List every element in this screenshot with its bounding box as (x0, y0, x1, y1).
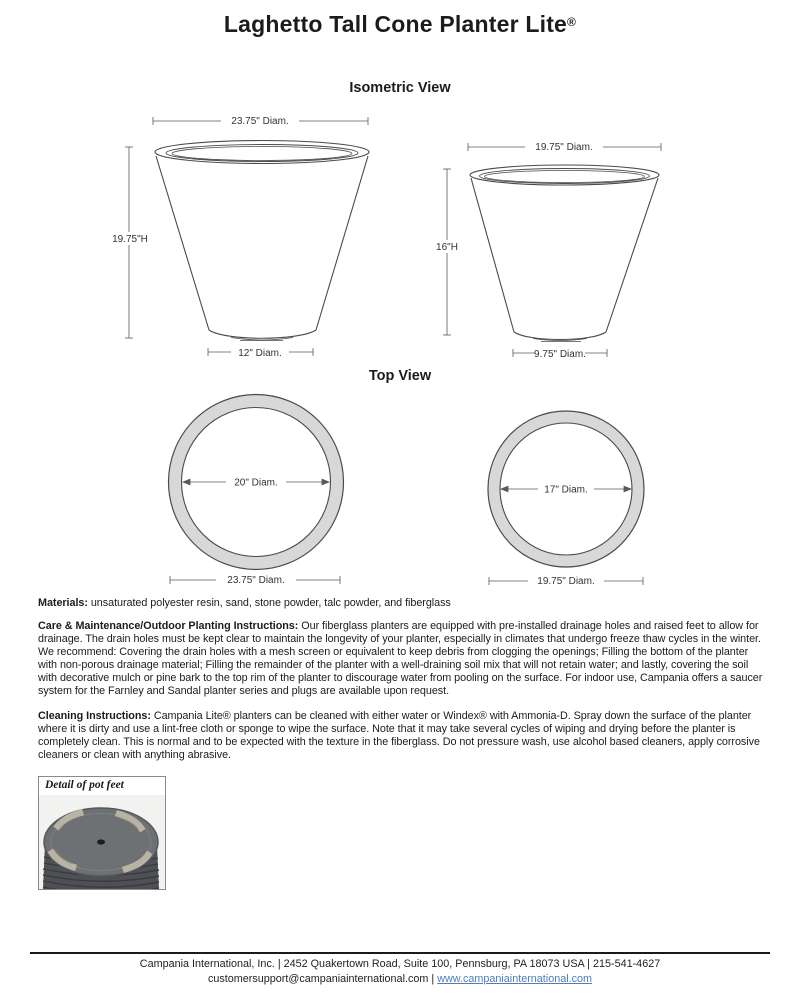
small-planter-isometric-drawing (425, 112, 675, 362)
large-planter-outline (155, 141, 369, 341)
cleaning-text: Campania Lite® planters can be cleaned with either water or Windex® with Ammonia-D. Spray down the surface of the planter where it is dirty and use a lint-free cloth or sponge to wipe the surface. Note that it may take several cycles of wiping and drying before the planter is completely clean. This is normal and to be expected with the texture in the fiberglass. Do not pressure wash, use alcohol based cleaners, apply corrosive cleaners or clean with anything abrasive. (38, 710, 760, 761)
large-top-outer-diameter-label: 23.75" Diam. (227, 575, 285, 586)
large-planter-base-diameter-label: 12" Diam. (238, 348, 282, 359)
cleaning-label: Cleaning Instructions: (38, 710, 151, 722)
top-view-heading: Top View (368, 368, 432, 384)
cleaning-instructions-paragraph (38, 710, 764, 762)
small-planter-base-diameter-label: 9.75" Diam. (534, 349, 586, 360)
small-top-outer-diameter-label: 19.75" Diam. (537, 576, 595, 587)
isometric-view-heading: Isometric View (349, 80, 451, 96)
pot-feet-detail-box (38, 776, 166, 890)
large-planter-isometric-drawing (105, 112, 385, 362)
small-planter-height-label: 16"H (436, 242, 458, 253)
care-text: Our fiberglass planters are equipped with pre-installed drainage holes and raised feet to allow for drainage. The drain holes must be kept clear to maintain the longevity of your planter, especially in climates that undergo freeze thaw cycles in the winter. We recommend: Covering the drain holes with a mesh screen or equivalent to keep debris from clogging the openings; Filling the bottom of the planter with non-porous drainage material; Filling the remainder of the planter with a well-draining soil mix that will not retain water; and lastly, covering the soil with decorative mulch or pine bark to the top rim of the planter to discourage water from pooling on the surface. For indoor use, Campania offers a saucer system for the Farnley and Sandal planter series and plugs are available upon request. (38, 620, 763, 697)
large-planter-top-diameter-label: 23.75" Diam. (231, 116, 289, 127)
large-planter-top-view-drawing (156, 386, 356, 596)
footer-address-line: Campania International, Inc. | 2452 Quakertown Road, Suite 100, Pennsburg, PA 18073 USA | 215-541-4627 (139, 958, 661, 970)
footer-separator: | (428, 973, 438, 985)
registered-trademark-symbol: ® (567, 15, 577, 29)
care-label: Care & Maintenance/Outdoor Planting Instructions: (38, 620, 299, 632)
footer-divider (30, 952, 770, 954)
small-planter-top-view-drawing (478, 398, 658, 593)
small-top-inner-diameter-label: 17" Diam. (544, 484, 588, 496)
care-maintenance-paragraph (38, 620, 764, 698)
large-top-inner-diameter-label: 20" Diam. (234, 477, 278, 489)
page-title (0, 11, 800, 38)
materials-label: Materials: (38, 597, 88, 609)
materials-paragraph (38, 597, 764, 610)
footer-email: customersupport@campaniainternational.com (207, 973, 429, 985)
small-planter-top-diameter-label: 19.75" Diam. (535, 142, 593, 153)
materials-text: unsaturated polyester resin, sand, stone powder, talc powder, and fiberglass (87, 597, 451, 609)
drainage-hole (97, 839, 105, 844)
page-title-text: Laghetto Tall Cone Planter Lite (223, 11, 568, 37)
pot-feet-detail-caption: Detail of pot feet (45, 779, 124, 791)
footer-contact-line (0, 973, 800, 985)
large-planter-height-label: 19.75"H (112, 234, 148, 245)
footer-website-link[interactable]: www.campaniainternational.com (437, 973, 593, 985)
small-planter-outline (470, 165, 659, 342)
pot-feet-photo (39, 795, 165, 889)
